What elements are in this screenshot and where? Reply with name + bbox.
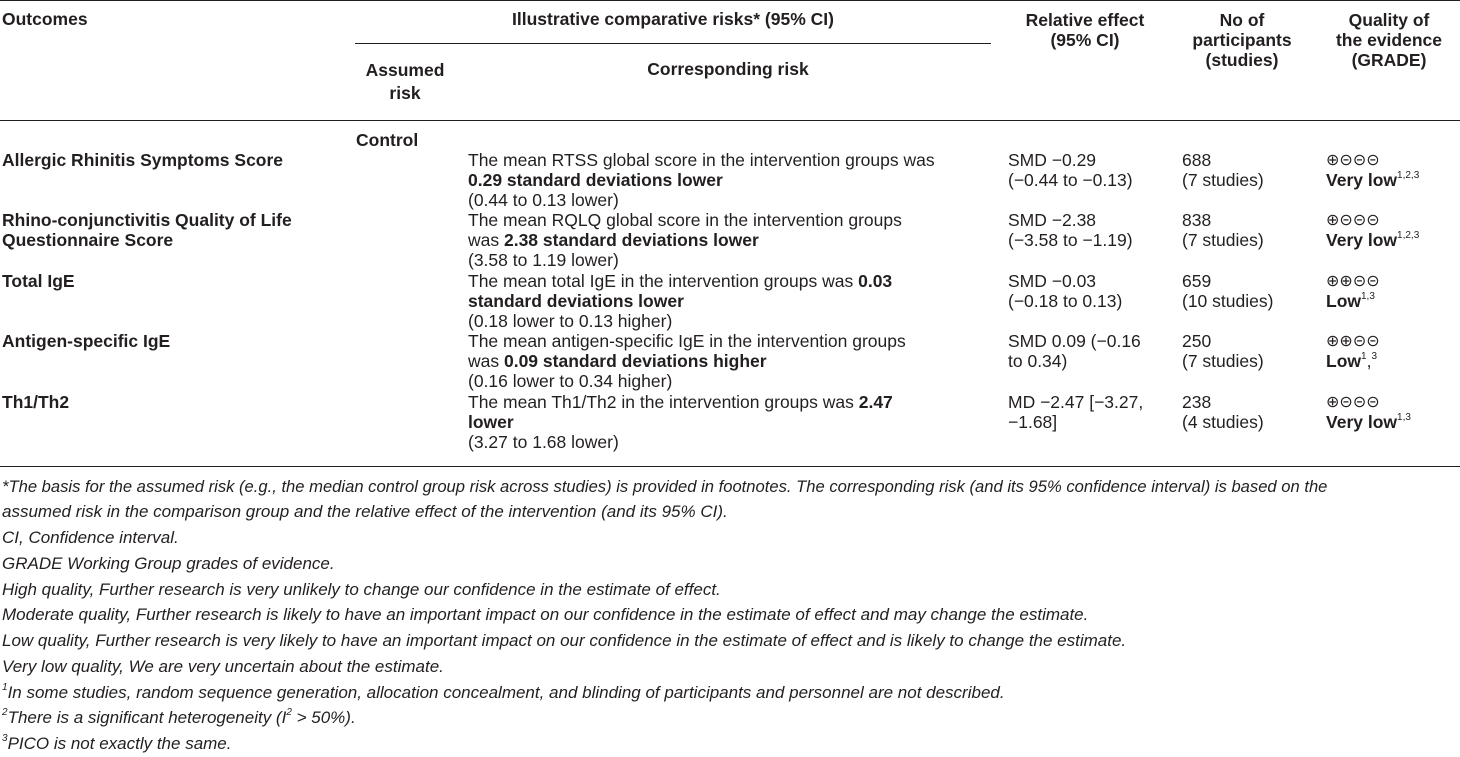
header-bottom-rule (0, 120, 1460, 121)
footnote-note-3: $^3$PICO is not exactly the same. (2, 733, 232, 753)
row-outcome: Total IgE (2, 271, 75, 291)
footnote-moderate: Moderate quality, Further research is likely to have an important impact on our confidence in the estimate of effect and may change the estimate. (2, 605, 1089, 624)
row-outcome: Allergic Rhinitis Symptoms Score (2, 150, 284, 170)
table-top-rule (0, 0, 1460, 1)
grade-symbols: ⊕⊕⊝⊝ (1326, 271, 1380, 290)
header-illustrative-risks: Illustrative comparative risks* (95% CI) (512, 9, 834, 29)
header-quality: Quality of the evidence (GRADE) (1335, 10, 1443, 70)
grade-symbols: ⊕⊝⊝⊝ (1326, 150, 1380, 169)
footnote-grade: GRADE Working Group grades of evidence. (2, 554, 335, 573)
row-relative-effect: MD −2.47 [−3.27, −1.68] (1008, 392, 1144, 432)
row-grade: ⊕⊕⊝⊝ Low$^{1,3}$ (1326, 271, 1380, 311)
footnote-very-low: Very low quality, We are very uncertain about the estimate. (2, 657, 444, 676)
row-corresponding-risk: The mean RTSS global score in the intervention groups was 0.29 standard deviations lower (0.44 to 0.13 lower) (468, 150, 935, 210)
footnote-basis: *The basis for the assumed risk (e.g., the median control group risk across studies) is provided in footnotes. The corresponding risk (and its 95% confidence interval) is based on the (2, 477, 1328, 496)
row-outcome: Antigen-specific IgE (2, 331, 171, 351)
row-participants: 659 (10 studies) (1182, 271, 1274, 311)
row-outcome: Th1/Th2 (2, 392, 70, 412)
row-participants: 250 (7 studies) (1182, 331, 1264, 371)
grade-symbols: ⊕⊝⊝⊝ (1326, 210, 1380, 229)
header-corresponding-risk: Corresponding risk (647, 59, 809, 79)
row-grade: ⊕⊕⊝⊝ Low$^1$,$^3$ (1326, 331, 1380, 371)
row-corresponding-risk: The mean antigen-specific IgE in the intervention groups was 0.09 standard deviations higher (0.16 lower to 0.34 higher) (468, 331, 906, 391)
row-corresponding-risk: The mean Th1/Th2 in the intervention groups was 2.47 lower (3.27 to 1.68 lower) (468, 392, 893, 452)
control-label: Control (356, 130, 419, 150)
footnote-ci: CI, Confidence interval. (2, 528, 179, 547)
footnote-high: High quality, Further research is very unlikely to change our confidence in the estimate of effect. (2, 580, 721, 599)
table-bottom-rule (0, 466, 1460, 467)
row-grade: ⊕⊝⊝⊝ Very low$^{1,3}$ (1326, 392, 1411, 432)
row-participants: 838 (7 studies) (1182, 210, 1264, 250)
header-sub-rule (355, 43, 991, 44)
row-participants: 688 (7 studies) (1182, 150, 1264, 190)
row-relative-effect: SMD −0.03 (−0.18 to 0.13) (1008, 271, 1123, 311)
row-relative-effect: SMD −2.38 (−3.58 to −1.19) (1008, 210, 1133, 250)
row-relative-effect: SMD 0.09 (−0.16 to 0.34) (1008, 331, 1141, 371)
row-grade: ⊕⊝⊝⊝ Very low$^{1,2,3}$ (1326, 210, 1420, 250)
row-grade: ⊕⊝⊝⊝ Very low$^{1,2,3}$ (1326, 150, 1420, 190)
row-corresponding-risk: The mean RQLQ global score in the intervention groups was 2.38 standard deviations lower (3.58 to 1.19 lower) (468, 210, 902, 270)
footnote-low: Low quality, Further research is very likely to have an important impact on our confidence in the estimate of effect and is likely to change the estimate. (2, 631, 1127, 650)
grade-symbols: ⊕⊝⊝⊝ (1326, 392, 1380, 411)
header-relative-effect: Relative effect (95% CI) (1025, 10, 1145, 50)
row-corresponding-risk: The mean total IgE in the intervention groups was 0.03 standard deviations lower (0.18 lower to 0.13 higher) (468, 271, 893, 331)
footnote-note-2: $^2$There is a significant heterogeneity $(I^2 > 50\%)$. (2, 707, 356, 727)
header-outcomes: Outcomes (2, 9, 88, 29)
grade-symbols: ⊕⊕⊝⊝ (1326, 331, 1380, 350)
row-participants: 238 (4 studies) (1182, 392, 1264, 432)
header-assumed-risk: Assumed risk (365, 60, 445, 103)
footnote-basis-cont: assumed risk in the comparison group and the relative effect of the intervention (and its 95% CI). (2, 502, 728, 521)
row-outcome: Rhino-conjunctivitis Quality of Life Questionnaire Score (2, 210, 292, 250)
footnote-note-1: $^1$In some studies, random sequence generation, allocation concealment, and blinding of participants and personnel are not described. (2, 682, 1005, 702)
row-relative-effect: SMD −0.29 (−0.44 to −0.13) (1008, 150, 1133, 190)
header-participants: No of participants (studies) (1192, 10, 1292, 70)
